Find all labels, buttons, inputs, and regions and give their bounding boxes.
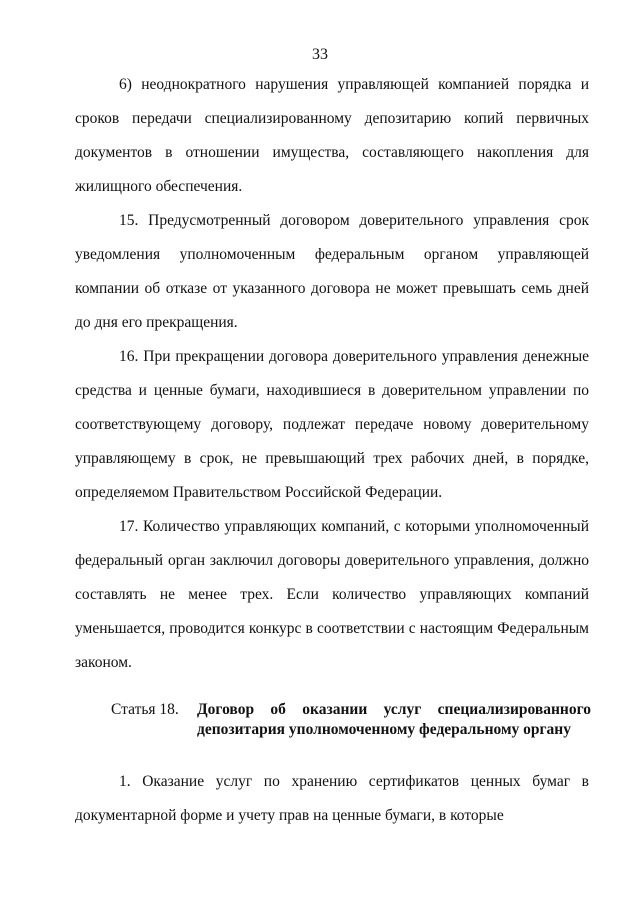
paragraph-1: 1. Оказание услуг по хранению сертификатов ценных бумаг в документарной форме и учету прав на ценные бумаги, в которые [75, 773, 589, 824]
article-heading [111, 700, 591, 740]
page-number: 33 [312, 46, 328, 63]
paragraph-15: 15. Предусмотренный договором доверительного управления срок уведомления уполномоченным федеральным органом управляющей компании об отказе от указанного договора не может превышать семь дней до дня его прекращения. [75, 212, 589, 331]
paragraph-6: 6) неоднократного нарушения управляющей компанией порядка и сроков передачи специализированному депозитарию копий первичных документов в отношении имущества, составляющего накопления для жилищного обеспечения. [75, 76, 589, 195]
article-title: Договор об оказании услуг специализированного депозитария уполномоченному федеральному органу [197, 701, 591, 738]
paragraph-17: 17. Количество управляющих компаний, с которыми уполномоченный федеральный орган заключил договоры доверительного управления, должно составлять не менее трех. Если количество управляющих компаний уменьшается, проводится конкурс в соответствии с настоящим Федеральным законом. [75, 518, 589, 671]
article-label: Статья 18. [111, 701, 179, 718]
paragraph-16: 16. При прекращении договора доверительного управления денежные средства и ценные бумаги, находившиеся в доверительном управлении по соответствующему договору, подлежат передаче новому доверительному управляющему в срок, не превышающий трех рабочих дней, в порядке, определяемом Правительством Российской Федерации. [75, 348, 589, 501]
